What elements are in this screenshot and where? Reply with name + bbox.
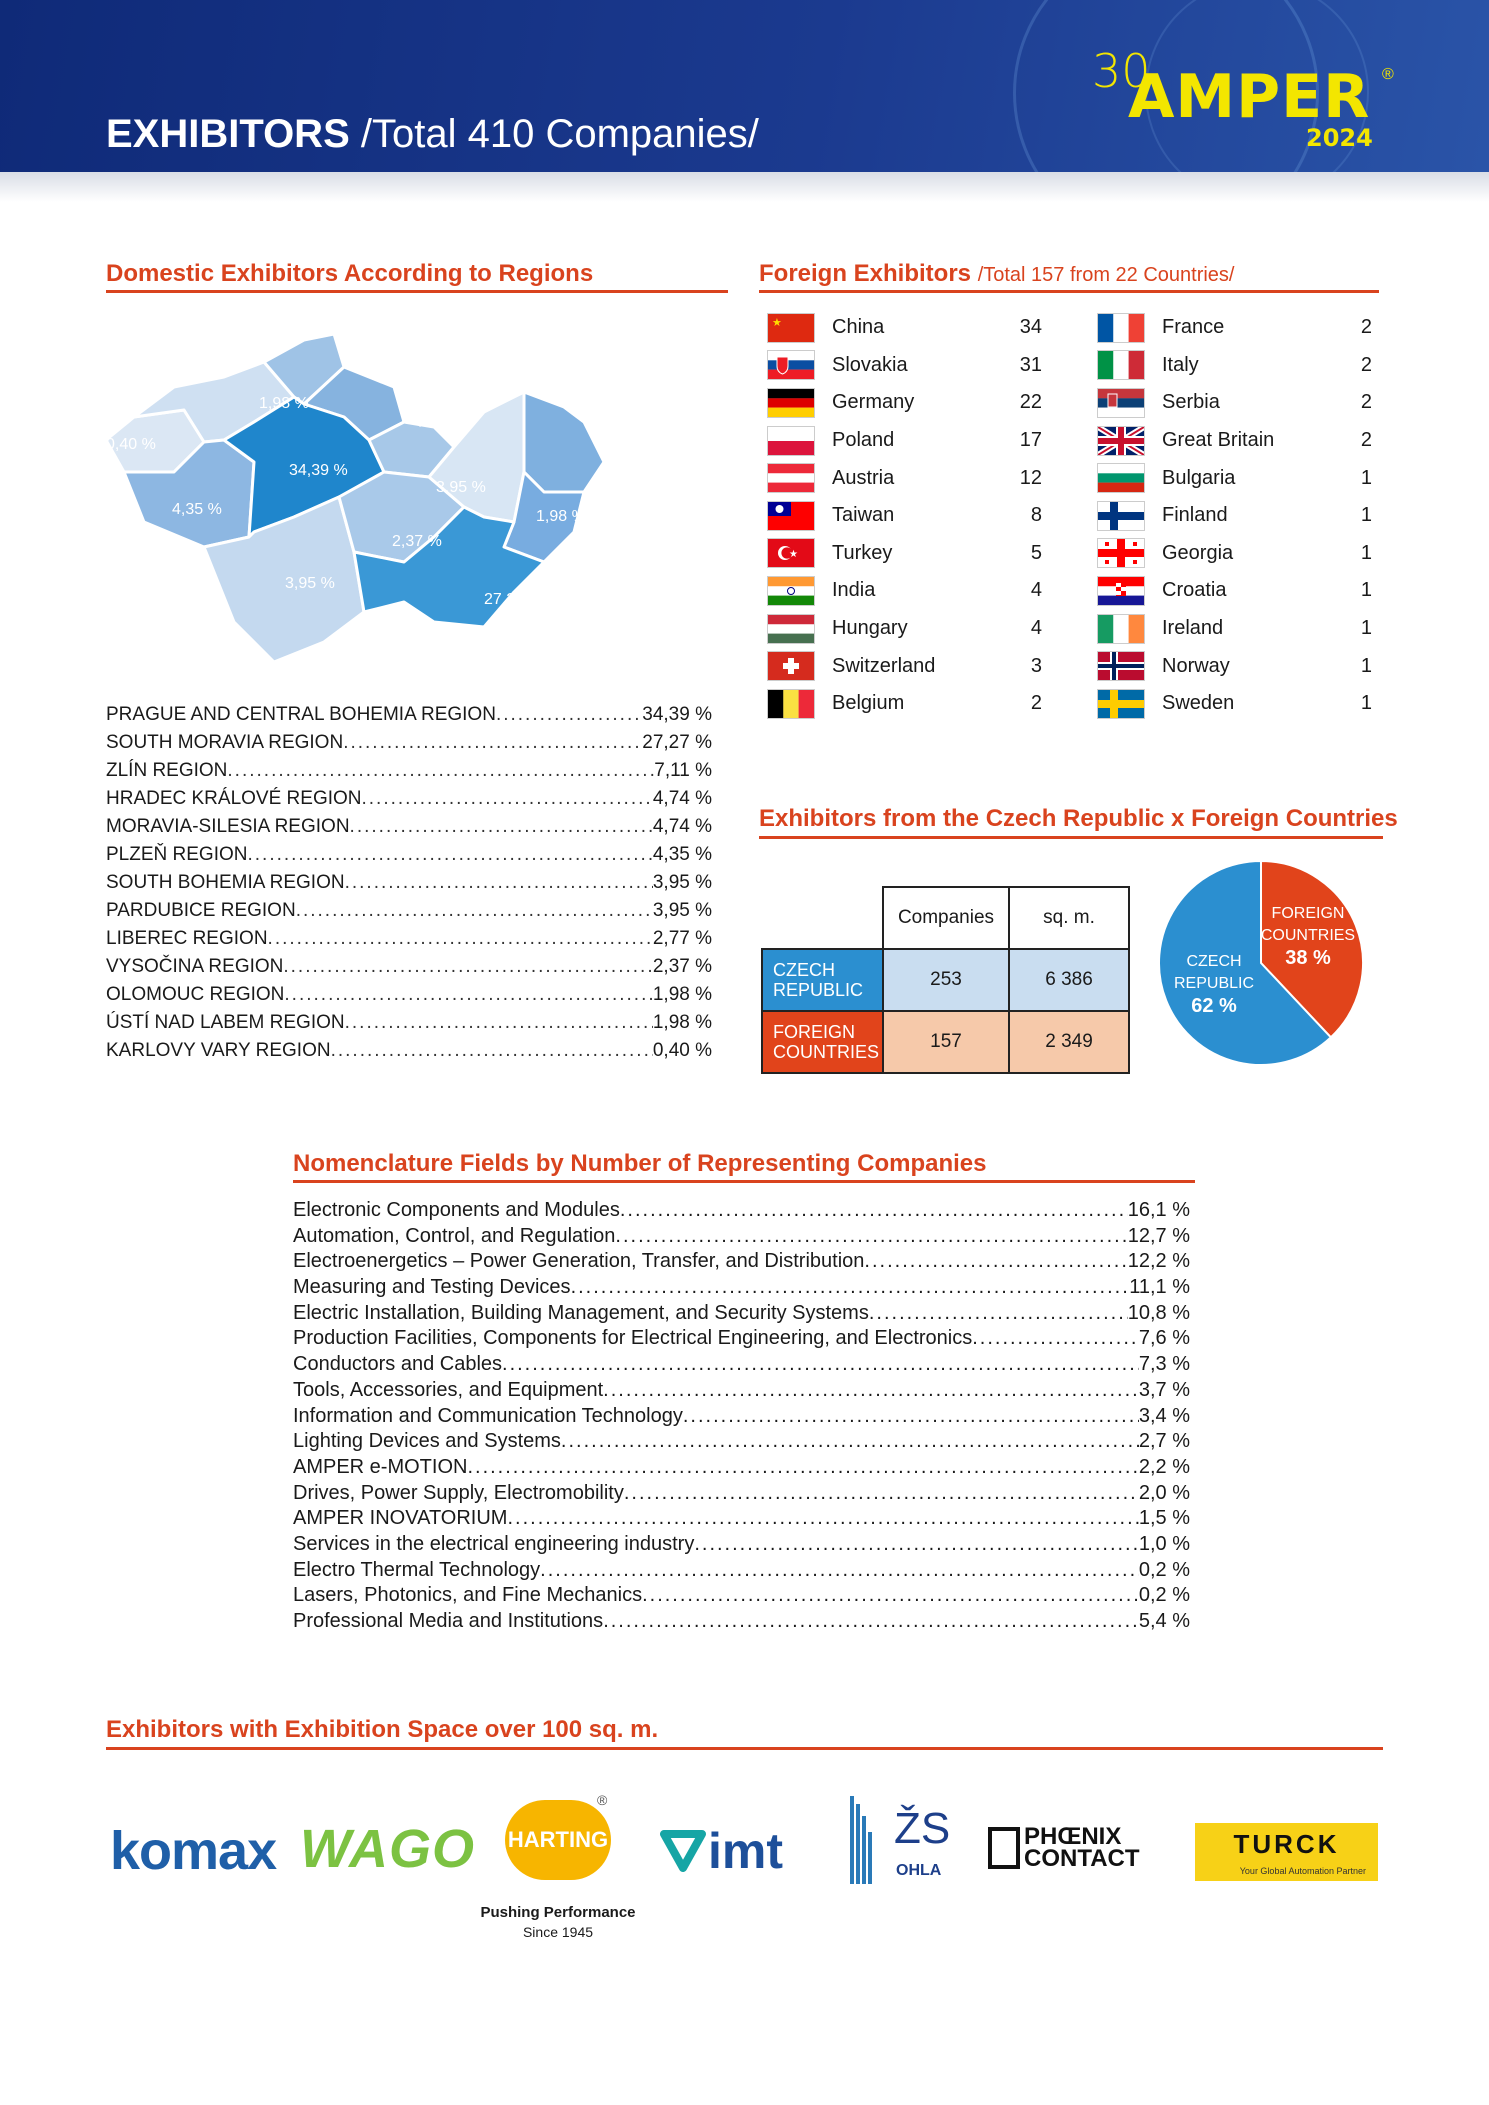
nomenclature-value: 16,1 % bbox=[1127, 1199, 1190, 1221]
country-row bbox=[768, 384, 1042, 422]
table-corner bbox=[762, 887, 883, 949]
region-name: HRADEC KRÁLOVÉ REGION bbox=[106, 788, 362, 809]
nomenclature-name: Electronic Components and Modules bbox=[293, 1199, 620, 1221]
country-name: Poland bbox=[832, 429, 895, 452]
region-name: KARLOVY VARY REGION bbox=[106, 1040, 331, 1061]
section-rule bbox=[759, 290, 1379, 293]
country-row bbox=[1098, 497, 1372, 535]
country-count: 4 bbox=[1030, 617, 1042, 640]
foreign-sqm: 2 349 bbox=[1009, 1011, 1129, 1073]
belgium-flag-icon bbox=[768, 690, 814, 718]
region-value: 1,98 % bbox=[652, 1012, 712, 1033]
nomenclature-value: 7,3 % bbox=[1138, 1353, 1190, 1376]
nomenclature-value: 12,7 % bbox=[1127, 1224, 1190, 1247]
czech-label-line-2: REPUBLIC bbox=[773, 980, 864, 1000]
region-moravia-silesia bbox=[524, 392, 604, 492]
nomenclature-row bbox=[293, 1405, 1190, 1431]
leader-dots bbox=[268, 928, 653, 950]
leader-dots bbox=[502, 1353, 1139, 1376]
wago-logo bbox=[300, 1818, 475, 1880]
country-name: Bulgaria bbox=[1162, 466, 1236, 489]
harting-tagline: Pushing Performance bbox=[480, 1904, 636, 1921]
map-region-label: 0,40 % bbox=[106, 436, 156, 453]
turkey-flag-icon bbox=[768, 539, 814, 567]
nomenclature-value: 0,2 % bbox=[1138, 1584, 1190, 1607]
leader-dots bbox=[331, 1040, 653, 1062]
nomenclature-value: 12,2 % bbox=[1127, 1250, 1190, 1273]
region-row bbox=[106, 928, 712, 956]
pie-value-label: 62 % bbox=[1191, 995, 1237, 1017]
country-row bbox=[1098, 647, 1372, 685]
col-companies-header: Companies bbox=[883, 887, 1009, 949]
country-name: Taiwan bbox=[832, 504, 895, 527]
nomenclature-row bbox=[293, 1559, 1190, 1585]
country-count: 1 bbox=[1360, 504, 1372, 527]
col-sqm-header: sq. m. bbox=[1009, 887, 1129, 949]
row-header-foreign bbox=[762, 1011, 883, 1073]
nomenclature-row bbox=[293, 1584, 1190, 1610]
nomenclature-name: Production Facilities, Components for Electrical Engineering, and Electronics bbox=[293, 1327, 973, 1350]
foreign-label-line-1: FOREIGN bbox=[773, 1022, 856, 1042]
norway-flag-icon bbox=[1098, 652, 1144, 680]
svg-text:★: ★ bbox=[772, 316, 782, 329]
phoenix-text-line-1: PHŒNIX bbox=[1024, 1823, 1122, 1850]
leader-dots bbox=[283, 956, 652, 978]
country-name: Slovakia bbox=[832, 353, 908, 376]
zs-bars-icon bbox=[846, 1796, 876, 1886]
region-row bbox=[106, 844, 712, 872]
map-region-label: 4,74 % bbox=[609, 482, 659, 499]
nomenclature-section-title: Nomenclature Fields by Number of Representing Companies bbox=[293, 1150, 987, 1177]
austria-flag-icon bbox=[768, 464, 814, 492]
leader-dots bbox=[284, 984, 652, 1006]
nomenclature-row bbox=[293, 1379, 1190, 1405]
pie-label: FOREIGN bbox=[1271, 905, 1345, 922]
leader-dots bbox=[507, 1507, 1138, 1530]
map-region-label: 27,27 % bbox=[484, 591, 543, 608]
nomenclature-row bbox=[293, 1507, 1190, 1533]
foreign-title: Foreign Exhibitors bbox=[759, 260, 972, 287]
region-row bbox=[106, 872, 712, 900]
leader-dots bbox=[864, 1250, 1127, 1273]
pie-label: REPUBLIC bbox=[1173, 975, 1255, 992]
country-row bbox=[1098, 572, 1372, 610]
country-count: 5 bbox=[1030, 541, 1042, 564]
leader-dots bbox=[624, 1482, 1139, 1505]
nomenclature-list bbox=[293, 1199, 1190, 1636]
leader-dots bbox=[683, 1405, 1139, 1428]
wago-text: WAGO bbox=[300, 1819, 475, 1879]
amper-logo-number: 30 bbox=[1092, 44, 1151, 98]
leader-dots bbox=[620, 1199, 1128, 1222]
region-name: MORAVIA-SILESIA REGION bbox=[106, 816, 350, 837]
region-value: 4,35 % bbox=[652, 844, 712, 865]
region-row bbox=[106, 956, 712, 984]
leader-dots bbox=[540, 1559, 1139, 1582]
nomenclature-value: 2,2 % bbox=[1138, 1455, 1190, 1478]
leader-dots bbox=[972, 1327, 1139, 1350]
foreign-subtitle: /Total 157 from 22 Countries/ bbox=[977, 264, 1235, 286]
ireland-flag-icon bbox=[1098, 615, 1144, 643]
nomenclature-name: Professional Media and Institutions bbox=[293, 1610, 604, 1632]
country-count: 34 bbox=[1019, 316, 1042, 339]
leader-dots bbox=[350, 816, 653, 838]
turck-logo bbox=[1195, 1823, 1378, 1881]
finland-flag-icon bbox=[1098, 502, 1144, 530]
amper-logo-year: 2024 bbox=[1306, 124, 1373, 152]
country-row bbox=[768, 610, 1042, 648]
region-row bbox=[106, 984, 712, 1012]
nomenclature-row bbox=[293, 1276, 1190, 1302]
zs-ohla-logo bbox=[846, 1796, 966, 1886]
france-flag-icon bbox=[1098, 314, 1144, 342]
region-name: PRAGUE AND CENTRAL BOHEMIA REGION bbox=[106, 704, 496, 725]
country-name: Sweden bbox=[1162, 692, 1235, 715]
leader-dots bbox=[615, 1225, 1127, 1248]
nomenclature-name: AMPER INOVATORIUM bbox=[293, 1507, 508, 1530]
nomenclature-value: 3,4 % bbox=[1138, 1404, 1190, 1427]
imt-text: imt bbox=[708, 1823, 783, 1879]
country-row bbox=[768, 422, 1042, 460]
map-region-label: 1,98 % bbox=[259, 395, 309, 412]
foreign-section-title bbox=[759, 260, 1234, 288]
nomenclature-name: Electroenergetics – Power Generation, Transfer, and Distribution bbox=[293, 1250, 865, 1273]
country-name: Great Britain bbox=[1162, 429, 1275, 452]
region-name: ZLÍN REGION bbox=[106, 760, 228, 781]
leader-dots bbox=[642, 1584, 1139, 1607]
harting-since: Since 1945 bbox=[522, 1924, 594, 1940]
country-count: 2 bbox=[1360, 429, 1372, 452]
turck-tagline: Your Global Automation Partner bbox=[1239, 1866, 1366, 1876]
nomenclature-value: 7,6 % bbox=[1138, 1327, 1190, 1350]
region-name: ÚSTÍ NAD LABEM REGION bbox=[106, 1012, 345, 1033]
country-count: 1 bbox=[1360, 541, 1372, 564]
leader-dots bbox=[247, 844, 652, 866]
domestic-section-title: Domestic Exhibitors According to Regions bbox=[106, 260, 594, 287]
region-name: VYSOČINA REGION bbox=[106, 956, 284, 977]
leader-dots bbox=[345, 1012, 653, 1034]
country-row bbox=[768, 309, 1042, 347]
country-count: 1 bbox=[1360, 692, 1372, 715]
country-row bbox=[768, 647, 1042, 685]
leader-dots bbox=[694, 1533, 1139, 1556]
phoenix-text-block bbox=[1024, 1823, 1140, 1872]
nomenclature-value: 5,4 % bbox=[1138, 1610, 1190, 1632]
italy-flag-icon bbox=[1098, 351, 1144, 379]
map-region-label: 2,37 % bbox=[392, 533, 442, 550]
country-count: 2 bbox=[1360, 316, 1372, 339]
section-rule bbox=[106, 290, 728, 293]
czech-sqm: 6 386 bbox=[1009, 949, 1129, 1011]
region-row bbox=[106, 816, 712, 844]
foreign-list-left bbox=[768, 309, 1042, 723]
map-region-label: 3,95 % bbox=[285, 575, 335, 592]
region-value: 2,37 % bbox=[652, 956, 712, 977]
foreign-companies: 157 bbox=[883, 1011, 1009, 1073]
country-row bbox=[768, 535, 1042, 573]
czech-regions-map bbox=[104, 322, 704, 672]
header-shadow bbox=[0, 172, 1489, 202]
nomenclature-row bbox=[293, 1482, 1190, 1508]
region-name: SOUTH MORAVIA REGION bbox=[106, 732, 344, 753]
map-region-label: 1,98 % bbox=[536, 508, 586, 525]
country-count: 4 bbox=[1030, 579, 1042, 602]
nomenclature-name: Measuring and Testing Devices bbox=[293, 1276, 571, 1299]
region-value: 4,74 % bbox=[652, 788, 712, 809]
country-name: Turkey bbox=[832, 541, 893, 564]
nomenclature-value: 2,7 % bbox=[1138, 1430, 1190, 1453]
poland-flag-icon bbox=[768, 427, 814, 455]
leader-dots bbox=[362, 788, 653, 810]
region-row bbox=[106, 732, 712, 760]
country-count: 1 bbox=[1360, 579, 1372, 602]
country-row bbox=[1098, 685, 1372, 723]
india-flag-icon bbox=[768, 577, 814, 605]
country-row bbox=[768, 572, 1042, 610]
section-rule bbox=[293, 1180, 1195, 1183]
china-flag-icon bbox=[768, 314, 814, 342]
page-title-rest: /Total 410 Companies/ bbox=[360, 112, 759, 156]
turck-text: TURCK bbox=[1233, 1829, 1340, 1859]
nomenclature-value: 2,0 % bbox=[1138, 1481, 1190, 1504]
leader-dots bbox=[869, 1302, 1128, 1325]
pie-label: COUNTRIES bbox=[1260, 927, 1356, 944]
nomenclature-name: Lasers, Photonics, and Fine Mechanics bbox=[293, 1584, 643, 1607]
country-count: 3 bbox=[1030, 654, 1042, 677]
region-value: 1,98 % bbox=[652, 984, 712, 1005]
nomenclature-value: 10,8 % bbox=[1127, 1301, 1190, 1324]
komax-text: komax bbox=[110, 1821, 277, 1881]
country-count: 2 bbox=[1360, 391, 1372, 414]
sweden-flag-icon bbox=[1098, 690, 1144, 718]
region-row bbox=[106, 760, 712, 788]
big-exhibitors-section-title: Exhibitors with Exhibition Space over 100 sq. m. bbox=[106, 1716, 659, 1743]
row-header-czech bbox=[762, 949, 883, 1011]
map-region-label: 2,77 % bbox=[366, 363, 416, 380]
country-count: 2 bbox=[1030, 692, 1042, 715]
nomenclature-name: Electro Thermal Technology bbox=[293, 1558, 541, 1581]
country-count: 1 bbox=[1360, 466, 1372, 489]
country-row bbox=[1098, 535, 1372, 573]
czech-label-line-1: CZECH bbox=[773, 960, 835, 980]
map-region-label: 4,35 % bbox=[172, 501, 222, 518]
page-title bbox=[106, 112, 759, 157]
country-name: Serbia bbox=[1162, 391, 1220, 414]
nomenclature-row bbox=[293, 1225, 1190, 1251]
leader-dots bbox=[227, 760, 654, 782]
region-value: 0,40 % bbox=[652, 1040, 712, 1061]
region-value: 3,95 % bbox=[652, 872, 712, 893]
nomenclature-name: Automation, Control, and Regulation bbox=[293, 1224, 616, 1247]
region-value: 27,27 % bbox=[642, 732, 712, 753]
country-count: 22 bbox=[1019, 391, 1042, 414]
great-britain-flag-icon bbox=[1098, 427, 1144, 455]
country-name: France bbox=[1162, 316, 1225, 339]
country-name: China bbox=[832, 316, 885, 339]
pie-value-label: 38 % bbox=[1285, 947, 1331, 969]
phoenix-text-line-2: CONTACT bbox=[1024, 1845, 1140, 1872]
leader-dots bbox=[343, 732, 642, 754]
country-row bbox=[1098, 309, 1372, 347]
zs-text: ŽS bbox=[894, 1804, 951, 1853]
pie-label: CZECH bbox=[1186, 953, 1242, 970]
comparison-section-title: Exhibitors from the Czech Republic x Foreign Countries bbox=[759, 805, 1398, 832]
leader-dots bbox=[571, 1276, 1130, 1299]
nomenclature-name: Electric Installation, Building Management, and Security Systems bbox=[293, 1301, 869, 1324]
nomenclature-row bbox=[293, 1302, 1190, 1328]
country-name: Norway bbox=[1162, 654, 1230, 677]
nomenclature-row bbox=[293, 1430, 1190, 1456]
region-value: 2,77 % bbox=[652, 928, 712, 949]
country-count: 1 bbox=[1360, 654, 1372, 677]
country-row bbox=[768, 459, 1042, 497]
region-row bbox=[106, 1012, 712, 1040]
section-rule bbox=[759, 836, 1383, 839]
georgia-flag-icon bbox=[1098, 539, 1144, 567]
country-name: Switzerland bbox=[832, 654, 936, 677]
ohla-text: OHLA bbox=[896, 1862, 942, 1879]
page-title-bold: EXHIBITORS bbox=[106, 112, 350, 156]
region-row bbox=[106, 1040, 712, 1068]
country-name: Croatia bbox=[1162, 579, 1227, 602]
foreign-label-line-2: COUNTRIES bbox=[773, 1042, 880, 1062]
amper-logo: AMPER bbox=[1128, 62, 1371, 132]
country-name: Italy bbox=[1162, 353, 1199, 376]
imt-logo bbox=[660, 1822, 783, 1880]
nomenclature-name: Drives, Power Supply, Electromobility bbox=[293, 1481, 624, 1504]
leader-dots bbox=[603, 1610, 1139, 1633]
map-region-label: 34,39 % bbox=[289, 462, 348, 479]
region-value: 34,39 % bbox=[642, 704, 712, 725]
nomenclature-row bbox=[293, 1353, 1190, 1379]
country-count: 12 bbox=[1019, 466, 1042, 489]
country-row bbox=[1098, 422, 1372, 460]
region-row bbox=[106, 788, 712, 816]
taiwan-flag-icon bbox=[768, 502, 814, 530]
region-row bbox=[106, 704, 712, 732]
nomenclature-name: Conductors and Cables bbox=[293, 1353, 503, 1376]
nomenclature-name: Tools, Accessories, and Equipment bbox=[293, 1378, 604, 1401]
country-name: Hungary bbox=[832, 617, 908, 640]
country-count: 8 bbox=[1030, 504, 1042, 527]
table-row bbox=[762, 949, 1129, 1011]
phoenix-mark-icon bbox=[988, 1827, 1020, 1869]
nomenclature-row bbox=[293, 1199, 1190, 1225]
croatia-flag-icon bbox=[1098, 577, 1144, 605]
region-value: 7,11 % bbox=[654, 760, 712, 781]
country-count: 31 bbox=[1019, 353, 1042, 376]
country-row bbox=[768, 497, 1042, 535]
harting-text: HARTING bbox=[507, 1827, 609, 1852]
nomenclature-value: 1,0 % bbox=[1138, 1532, 1190, 1555]
country-row bbox=[1098, 459, 1372, 497]
bulgaria-flag-icon bbox=[1098, 464, 1144, 492]
nomenclature-row bbox=[293, 1250, 1190, 1276]
slovakia-flag-icon bbox=[768, 351, 814, 379]
region-value: 3,95 % bbox=[652, 900, 712, 921]
hungary-flag-icon bbox=[768, 615, 814, 643]
leader-dots bbox=[603, 1379, 1139, 1402]
country-name: Ireland bbox=[1162, 617, 1224, 640]
region-value: 4,74 % bbox=[652, 816, 712, 837]
leader-dots bbox=[561, 1430, 1139, 1453]
country-count: 17 bbox=[1019, 429, 1042, 452]
country-name: India bbox=[832, 579, 876, 602]
foreign-list-right bbox=[1098, 309, 1372, 723]
country-row bbox=[768, 685, 1042, 723]
harting-logo bbox=[505, 1800, 611, 1880]
nomenclature-name: Lighting Devices and Systems bbox=[293, 1430, 561, 1453]
country-name: Belgium bbox=[832, 692, 905, 715]
region-name: PARDUBICE REGION bbox=[106, 900, 296, 921]
map-region-label: 7,11 % bbox=[579, 564, 628, 581]
svg-text:★: ★ bbox=[789, 549, 798, 561]
region-name: PLZEŇ REGION bbox=[106, 844, 248, 865]
nomenclature-row bbox=[293, 1327, 1190, 1353]
nomenclature-value: 11,1 % bbox=[1129, 1276, 1190, 1299]
nomenclature-row bbox=[293, 1456, 1190, 1482]
leader-dots bbox=[496, 704, 642, 726]
section-rule bbox=[106, 1747, 1383, 1750]
table-row bbox=[762, 1011, 1129, 1073]
phoenix-contact-logo bbox=[988, 1823, 1140, 1872]
country-row bbox=[1098, 347, 1372, 385]
country-row bbox=[1098, 384, 1372, 422]
country-row bbox=[1098, 610, 1372, 648]
nomenclature-name: Services in the electrical engineering industry bbox=[293, 1532, 695, 1555]
country-name: Germany bbox=[832, 391, 915, 414]
region-row bbox=[106, 900, 712, 928]
comparison-pie-chart bbox=[1156, 858, 1366, 1068]
nomenclature-name: AMPER e-MOTION bbox=[293, 1455, 468, 1478]
leader-dots bbox=[296, 900, 653, 922]
map-region-label: 4,74 % bbox=[409, 412, 459, 429]
serbia-flag-icon bbox=[1098, 389, 1144, 417]
switzerland-flag-icon bbox=[768, 652, 814, 680]
country-row bbox=[768, 347, 1042, 385]
map-region-label: 3,95 % bbox=[436, 479, 486, 496]
nomenclature-value: 3,7 % bbox=[1138, 1378, 1190, 1401]
leader-dots bbox=[345, 872, 653, 894]
nomenclature-value: 0,2 % bbox=[1138, 1558, 1190, 1581]
country-count: 1 bbox=[1360, 617, 1372, 640]
czech-companies: 253 bbox=[883, 949, 1009, 1011]
country-name: Finland bbox=[1162, 504, 1228, 527]
country-name: Georgia bbox=[1162, 541, 1234, 564]
country-name: Austria bbox=[832, 466, 895, 489]
nomenclature-row bbox=[293, 1533, 1190, 1559]
nomenclature-value: 1,5 % bbox=[1138, 1507, 1190, 1530]
country-count: 2 bbox=[1360, 353, 1372, 376]
region-list bbox=[106, 704, 712, 1068]
harting-registered: ® bbox=[597, 1792, 608, 1808]
amper-logo-registered: ® bbox=[1382, 66, 1394, 83]
region-name: SOUTH BOHEMIA REGION bbox=[106, 872, 345, 893]
region-name: LIBEREC REGION bbox=[106, 928, 268, 949]
comparison-table bbox=[761, 886, 1130, 1074]
nomenclature-name: Information and Communication Technology bbox=[293, 1404, 683, 1427]
germany-flag-icon bbox=[768, 389, 814, 417]
nomenclature-row bbox=[293, 1610, 1190, 1636]
leader-dots bbox=[467, 1456, 1138, 1479]
table-header-row bbox=[762, 887, 1129, 949]
komax-logo bbox=[110, 1820, 276, 1882]
imt-v-icon bbox=[660, 1828, 706, 1874]
region-name: OLOMOUC REGION bbox=[106, 984, 285, 1005]
